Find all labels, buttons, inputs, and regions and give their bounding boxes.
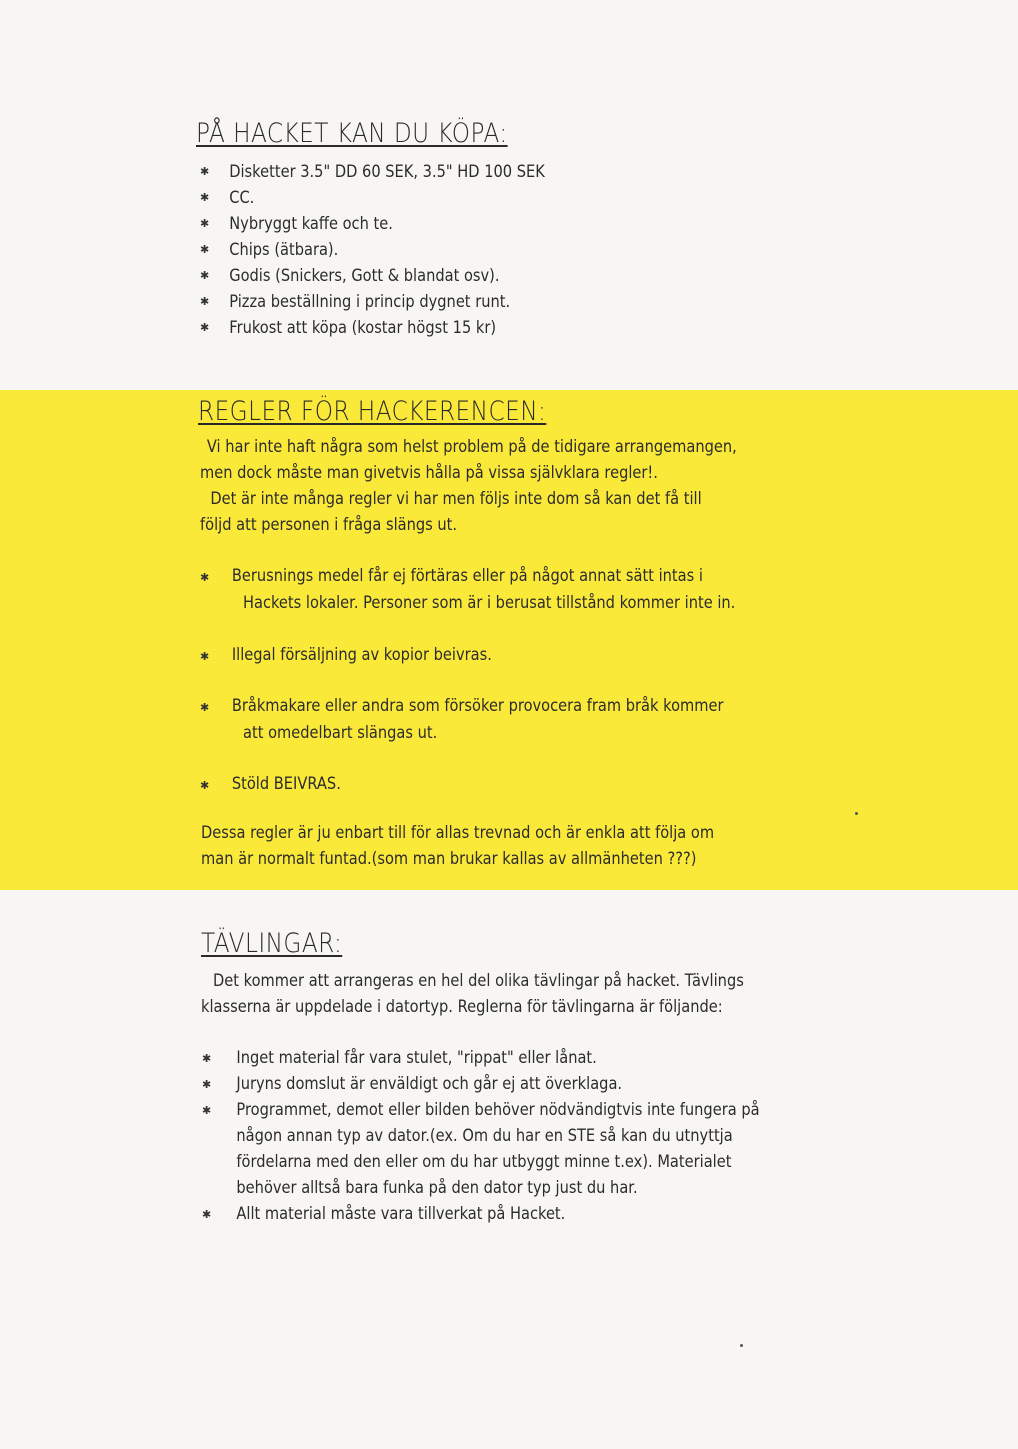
asterisk-bullet-icon: ✱ bbox=[202, 1078, 212, 1091]
contests-intro-line: klasserna är uppdelade i datortyp. Reglerna för tävlingarna är följande: bbox=[201, 997, 723, 1017]
asterisk-bullet-icon: ✱ bbox=[200, 650, 210, 663]
contest-rule-item bbox=[202, 1097, 850, 1201]
asterisk-bullet-icon: ✱ bbox=[202, 1208, 212, 1221]
contest-rule-line: fördelarna med den eller om du har utbyggt minne t.ex). Materialet bbox=[236, 1152, 732, 1172]
rule-item-line: Stöld BEIVRAS. bbox=[231, 774, 341, 794]
contest-rule-line: Juryns domslut är enväldigt och går ej att överklaga. bbox=[236, 1074, 623, 1094]
rules-outro-line: Dessa regler är ju enbart till för allas trevnad och är enkla att följa om bbox=[201, 823, 715, 843]
rule-item-line: att omedelbart slängas ut. bbox=[243, 723, 438, 743]
shop-list-item bbox=[200, 237, 601, 263]
asterisk-bullet-icon: ✱ bbox=[202, 1104, 212, 1117]
shop-item-text: Nybryggt kaffe och te. bbox=[229, 214, 393, 234]
contest-rule-line: någon annan typ av dator.(ex. Om du har en STE så kan du utnyttja bbox=[236, 1126, 733, 1146]
shop-item-text: Disketter 3.5" DD 60 SEK, 3.5" HD 100 SEK bbox=[229, 162, 545, 182]
asterisk-bullet-icon: ✱ bbox=[200, 571, 210, 584]
speck bbox=[740, 1344, 743, 1347]
contests-heading: TÄVLINGAR: bbox=[201, 928, 343, 959]
asterisk-bullet-icon: ✱ bbox=[200, 779, 210, 792]
rules-heading: REGLER FÖR HACKERENCEN: bbox=[198, 396, 547, 427]
contest-rule-item bbox=[202, 1071, 690, 1097]
asterisk-bullet-icon: ✱ bbox=[200, 295, 210, 308]
rules-intro-line: Det är inte många regler vi har men följs inte dom så kan det få till bbox=[210, 489, 702, 509]
asterisk-bullet-icon: ✱ bbox=[200, 243, 210, 256]
rules-intro-line: men dock måste man givetvis hålla på vissa självklara regler!. bbox=[200, 463, 658, 483]
contests-intro bbox=[201, 968, 832, 1020]
shop-list-item bbox=[200, 289, 601, 315]
asterisk-bullet-icon: ✱ bbox=[202, 1052, 212, 1065]
rules-section bbox=[198, 396, 603, 427]
rule-item-line: Hackets lokaler. Personer som är i berusat tillstånd kommer inte in. bbox=[243, 593, 736, 613]
asterisk-bullet-icon: ✱ bbox=[200, 701, 210, 714]
shop-item-text: Frukost att köpa (kostar högst 15 kr) bbox=[229, 318, 497, 338]
asterisk-bullet-icon: ✱ bbox=[200, 269, 210, 282]
shop-item-text: Pizza beställning i princip dygnet runt. bbox=[229, 292, 511, 312]
contests-intro-line: Det kommer att arrangeras en hel del olika tävlingar på hacket. Tävlings bbox=[213, 971, 744, 991]
speck bbox=[855, 812, 858, 815]
asterisk-bullet-icon: ✱ bbox=[200, 191, 210, 204]
rule-item bbox=[200, 642, 539, 669]
rules-outro-line: man är normalt funtad.(som man brukar kallas av allmänheten ???) bbox=[201, 849, 697, 869]
contest-rule-line: Inget material får vara stulet, "rippat" eller lånat. bbox=[236, 1048, 597, 1068]
rules-outro bbox=[201, 820, 798, 872]
rules-intro-line: Vi har inte haft några som helst problem på de tidigare arrangemangen, bbox=[206, 437, 737, 457]
rule-item bbox=[200, 771, 364, 798]
contest-rule-item bbox=[202, 1201, 624, 1227]
shop-item-text: Godis (Snickers, Gott & blandat osv). bbox=[229, 266, 500, 286]
rules-intro-line: följd att personen i fråga slängs ut. bbox=[200, 515, 458, 535]
rule-item bbox=[200, 563, 822, 617]
contest-rule-item bbox=[202, 1045, 661, 1071]
asterisk-bullet-icon: ✱ bbox=[200, 321, 210, 334]
shop-list-item bbox=[200, 185, 601, 211]
asterisk-bullet-icon: ✱ bbox=[200, 217, 210, 230]
shop-item-text: Chips (ätbara). bbox=[229, 240, 339, 260]
contest-rule-line: Programmet, demot eller bilden behöver nödvändigtvis inte fungera på bbox=[236, 1100, 760, 1120]
shop-list-item bbox=[200, 263, 601, 289]
shop-section bbox=[196, 118, 558, 149]
shop-list bbox=[200, 159, 601, 341]
rules-intro bbox=[200, 434, 824, 538]
contest-rule-line: behöver alltså bara funka på den dator typ just du har. bbox=[236, 1178, 638, 1198]
shop-list-item bbox=[200, 315, 601, 341]
rule-item-line: Berusnings medel får ej förtäras eller på något annat sätt intas i bbox=[231, 566, 703, 586]
shop-item-text: CC. bbox=[229, 188, 255, 208]
asterisk-bullet-icon: ✱ bbox=[200, 165, 210, 178]
contest-rule-line: Allt material måste vara tillverkat på Hacket. bbox=[236, 1204, 566, 1224]
shop-list-item bbox=[200, 211, 601, 237]
rule-item bbox=[200, 693, 809, 747]
shop-list-item bbox=[200, 159, 601, 185]
shop-heading: PÅ HACKET KAN DU KÖPA: bbox=[196, 118, 508, 149]
rule-item-line: Bråkmakare eller andra som försöker provocera fram bråk kommer bbox=[231, 696, 724, 716]
rule-item-line: Illegal försäljning av kopior beivras. bbox=[231, 645, 492, 665]
contests-section bbox=[201, 928, 365, 959]
